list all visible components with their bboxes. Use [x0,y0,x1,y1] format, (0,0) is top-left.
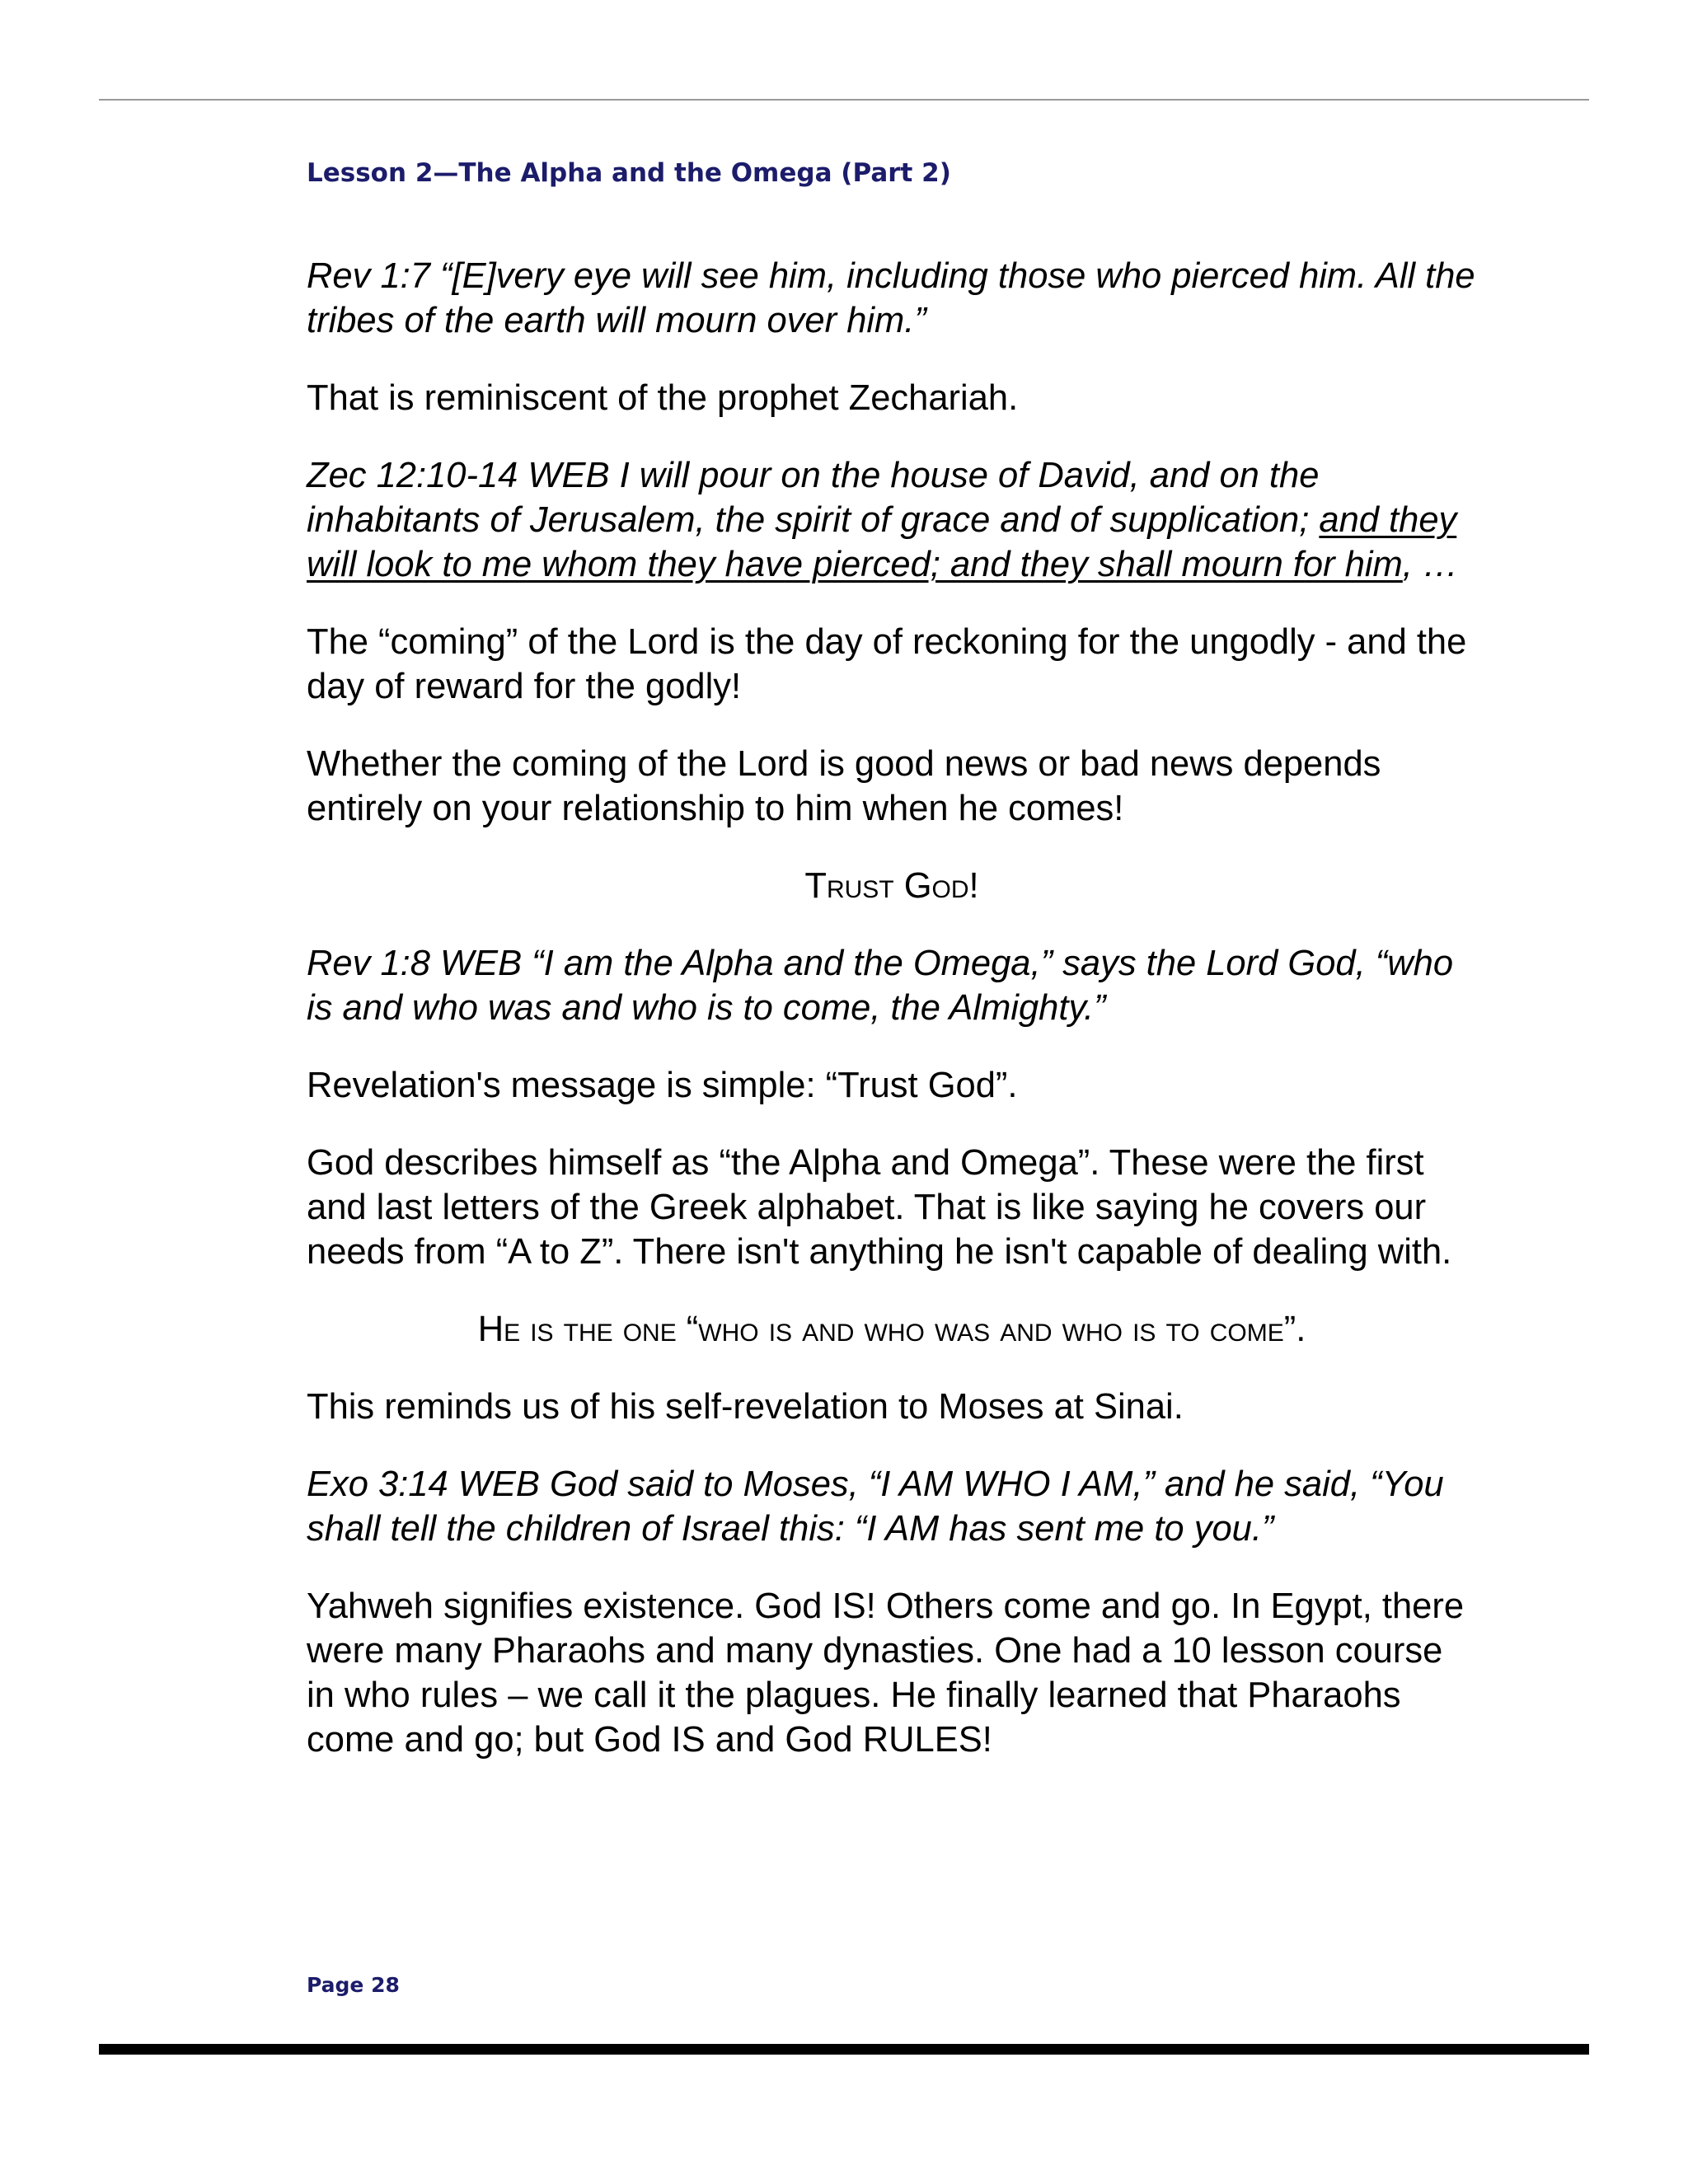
running-header-title: Lesson 2—The Alpha and the Omega (Part 2) [307,158,951,188]
zec-quote-ellipsis: , … [1402,545,1459,584]
paragraph-revelation-message: Revelation's message is simple: “Trust God”. [307,1066,1018,1105]
scripture-quote-zec-12 [307,453,1477,587]
paragraph-yahweh: Yahweh signifies existence. God IS! Others come and go. In Egypt, there were many Pharaohs and many dynasties. One had a 10 lesson course in who rules – we call it the plagues. He finally learned that Pharaohs come and go; but God IS and God RULES! [307,1586,1465,1760]
paragraph-good-or-bad-news: Whether the coming of the Lord is good news or bad news depends entirely on your relationship to him when he comes! [307,744,1381,828]
page-number: Page 28 [307,1973,400,1997]
bottom-divider [99,2044,1589,2055]
section-heading-who-is: He is the one “who is and who was and who is to come”. [477,1310,1306,1349]
page-body [307,254,1477,1795]
paragraph-alpha-omega: God describes himself as “the Alpha and Omega”. These were the first and last letters of the Greek alphabet. That is like saying he covers our needs from “A to Z”. There isn't anything he isn't capable of dealing with. [307,1143,1452,1272]
paragraph-moses-sinai: This reminds us of his self-revelation to Moses at Sinai. [307,1387,1184,1427]
section-heading-trust-god: Trust God! [804,866,979,906]
scripture-quote-exo-3-14: Exo 3:14 WEB God said to Moses, “I AM WHO I AM,” and he said, “You shall tell the children of Israel this: “I AM has sent me to you.” [307,1465,1444,1549]
scripture-quote-rev-1-7: Rev 1:7 “[E]very eye will see him, including those who pierced him. All the tribes of the earth will mourn over him.” [307,256,1475,340]
paragraph-zechariah-intro: That is reminiscent of the prophet Zechariah. [307,378,1019,418]
top-divider [99,99,1589,101]
zec-quote-underlined: and they will look to me whom they have pierced; and they shall mourn for him [307,500,1457,584]
paragraph-coming-of-lord: The “coming” of the Lord is the day of reckoning for the ungodly - and the day of reward for the godly! [307,622,1467,706]
zec-quote-text: Zec 12:10-14 WEB I will pour on the house of David, and on the inhabitants of Jerusalem, the spirit of grace and of supplication; [307,456,1320,540]
scripture-quote-rev-1-8: Rev 1:8 WEB “I am the Alpha and the Omega,” says the Lord God, “who is and who was and who is to come, the Almighty.” [307,944,1454,1028]
